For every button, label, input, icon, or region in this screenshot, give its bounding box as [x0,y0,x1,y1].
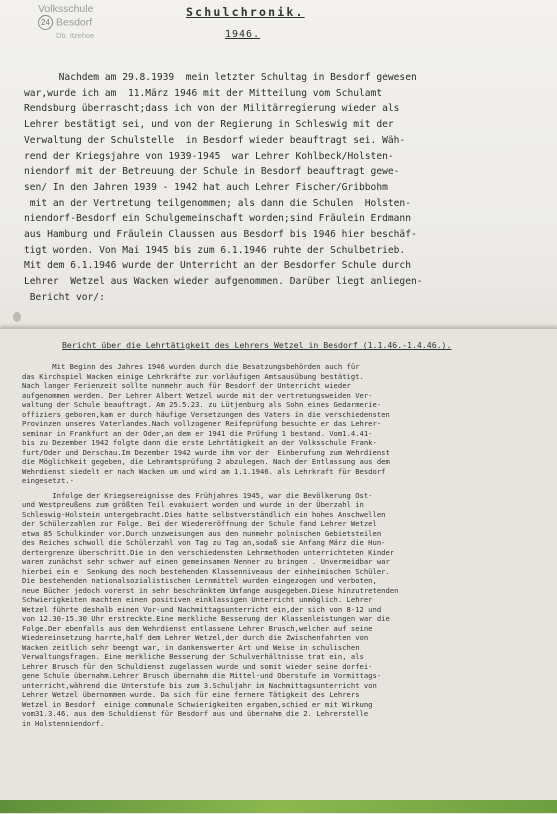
text-line: aufgenommen werden. Der Lehrer Albert Wetzel wurde mit der vertretungsweiden Ver- [22,390,373,400]
chronicle-text [24,70,552,306]
document-year: 1946. [225,29,261,40]
text-line: Folge.Der ebenfalls aus dem Wehrdienst entlassene Lehrer Brusch,welcher auf seine [22,623,373,633]
stamp-number: 24 [38,15,53,30]
text-line: der Schülerzahlen zur Folge. Bei der Wiedereröffnung der Schule fand Lehrer Wetzel [22,519,377,528]
text-line: Wiedereinsetzung harrte,half dem Lehrer Wetzel,der durch die Zwischenfahrten von [22,633,369,642]
text-line: das Kirchspiel Wacken einige Lehrkräfte zur vorläufigen Amtsausübung bestätigt. [22,371,364,381]
text-line: seminar in Frankfurt an der Oder,an dem er 1941 die Prüfung 1 bestand. Vom1.4.41- [22,428,373,438]
report-text [22,362,552,728]
text-line: die Möglichkeit gegeben, die Lehramtsprüfung 2 abzulegen. Nach der Entlassung aus dem [22,457,390,466]
text-line: Bericht vor/: [24,291,105,303]
text-line: Schwierigkeiten machten einen positiven einklassigen Unterricht unmöglich. Lehrer [22,595,373,604]
stamp-line-3: Db. Itzehoe [56,31,95,40]
text-line: von 12.30-15.30 Uhr erstreckte.Eine merkliche Besserung der Klassenleistungen war die [22,614,390,623]
stamp-line-1: Volksschule [38,3,94,15]
text-line: sen/ In den Jahren 1939 - 1942 hat auch Lehrer Fischer/Gribbohm [24,181,388,193]
text-line: mit an der Vertretung teilgenommen; als dann die Schulen Holsten- [24,197,411,209]
text-line: in Holstenniendorf. [22,718,105,728]
text-line: tigt worden. Von Mai 1945 bis zum 6.1.1946 ruhte der Schulbetrieb. [24,244,406,256]
text-line: Wetzel in Besdorf einige communale Schwierigkeiten ergaben,schied er mit Wirkung [22,699,373,709]
chronicle-page [0,0,557,340]
text-line: Provinzen unseres Vaterlandes.Nach vollzogener Reifeprüfung besuchte er das Lehrer- [22,419,382,428]
text-line: unterricht,während die Unterstufe bis zum 3.Schuljahr im Nachmittagsunterricht von [22,680,377,690]
text-line: aus Hamburg und Fräulein Claussen aus Besdorf bis 1946 hier beschäf- [24,229,417,241]
text-line: hierbei ein e Senkung des noch bestehenden Klassenniveaus der einheimischen Schüler. [22,566,390,576]
text-line: gene Schule übernahm.Lehrer Brusch übernahm die Mittel-und Oberstufe im Vormittags- [22,671,382,680]
text-line: Mit dem 6.1.1946 wurde der Unterricht an der Besdorfer Schule durch [24,260,411,272]
text-line: neue Bücher jedoch vorerst in sehr beschränktem Umfange ausgegeben.Diese hinzutretenden [22,585,399,595]
stamp-line-2: Besdorf [56,16,93,29]
text-line: Wacken zeitlich sehr beengt war, in dankenswerter Art und Weise in schulischen [22,642,360,652]
document-title: Schulchronik. [186,5,305,19]
report-title: Bericht über die Lehrtätigkeit des Lehrers Wetzel in Besdorf (1.1.46.-1.4.46.). [62,340,452,350]
punch-hole [13,312,21,322]
school-stamp [38,4,94,41]
text-line: niendorf-Besdorf ein Schulgemeinschaft worden;sind Fräulein Erdmann [24,213,411,225]
text-line: furt/Oder und Derschau.Im Dezember 1942 wurde ihm vor der Einberufung zum Wehrdienst [22,447,390,457]
text-line: Verwaltung der Schulstelle in Besdorf wieder beauftragt sei. Wäh- [24,134,406,146]
report-sheet [0,328,557,814]
text-line: vom31.3.46. aus dem Schuldienst für Besdorf aus und übernahm die 2. Lehrerstelle [22,709,369,718]
text-line: Nach langer Ferienzeit sollte nunmehr auch für Besdorf der Unterricht wieder [22,381,351,390]
text-line: Verwaltungsfragen. Eine merkliche Besserung der Schulverhältnisse trat ein, als [22,652,364,661]
text-line: Wetzel führte deshalb einen Vor-und Nachmittagsunterricht ein,der sich von 8-12 und [22,604,382,614]
text-line: bis zu Dezember 1942 folgte dann die erste Lehrtätigkeit an der Volksschule Frank- [22,438,377,447]
text-line: eingesetzt.- [22,476,74,485]
text-line: des Reiches schwoll die Schülerzahl von Tag zu Tag an,sodaß sie Anfang März die Hun- [22,538,386,547]
text-line: Lehrer Wetzel übernommen wurde. Da sich für eine fernere Tätigkeit des Lehrers [22,690,360,699]
background-edge [0,800,557,813]
text-line: waren zunächst sehr schwer auf einen gemeinsamen Nenner zu bringen . Unvermeidbar war [22,557,390,566]
text-line: Schleswig-Holstein untergebracht.Dies hatte selbstverständlich ein hohes Anschwellen [22,509,386,519]
text-line: Lehrer Wetzel aus Wacken wieder aufgenommen. Darüber liegt anliegen- [24,276,423,288]
text-line: rend der Kriegsjahre von 1939-1945 war Lehrer Kohlbeck/Holsten- [24,150,394,162]
text-line: war,wurde ich am 11.März 1946 mit der Mitteilung vom Schulamt [24,87,383,99]
text-line: etwa 85 Schulkinder vor.Durch unzweisungen aus den nunmehr polnischen Gebietsteilen [22,528,382,538]
text-line: offiziers geboren,kam er durch häufige Versetzungen des Vaters in die verschiedensten [22,409,390,419]
text-line: Rendsburg überrascht;dass ich von der Militärregierung wieder als [24,103,400,115]
text-line: Lehrer Brusch für den Schuldienst zugelassen wurde und somit wieder seine dorfei- [22,661,373,671]
text-line: Die bestehenden nationalsozialistischen Lernmittel wurden eingezogen und verboten, [22,576,377,585]
text-line: niendorf mit der Betreuung der Schule in Besdorf beauftragt gewe- [24,166,400,178]
text-line: waltung der Schule beauftragt. Am 25.5.23. zu Lütjenburg als Sohn eines Gedarmerie- [22,400,382,409]
text-line: und Westpreußens zum größten Teil evakuiert worden und wurde in der Überzahl in [22,500,364,509]
text-line: Lehrer bestätigt sei, und von der Regierung in Schleswig mit der [24,119,394,131]
text-line: Wehrdienst siedelt er nach Wacken um und wird am 1.1.1946. als Lehrkraft für Besdorf [22,466,386,476]
text-line: dertergrenze überschritt.Die in den verschiedensten Lehrmethoden unterrichteten Kinder [22,547,395,557]
text-line: Infolge der Kriegsereignisse des Frühjahres 1945, war die Bevölkerung Ost- [22,490,373,500]
text-line: Mit Beginn des Jahres 1946 wurden durch die Besatzungsbehörden auch für [22,362,360,371]
text-line: Nachdem am 29.8.1939 mein letzter Schultag in Besdorf gewesen [24,72,417,83]
